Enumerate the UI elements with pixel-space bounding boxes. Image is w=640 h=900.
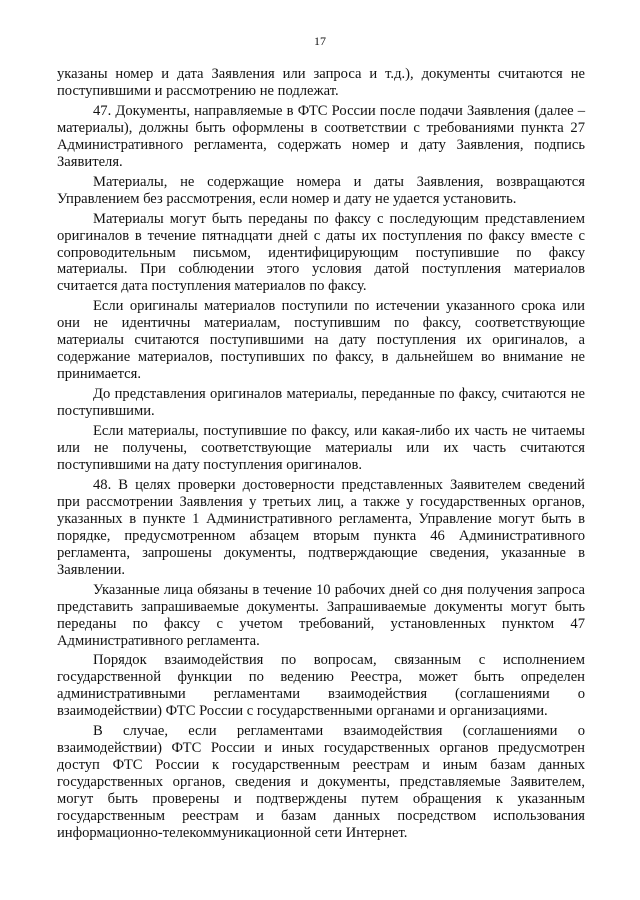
document-body — [57, 66, 585, 845]
paragraph-interaction-procedure: Порядок взаимодействия по вопросам, связанным с исполнением государственной функции по ведению Реестра, может быть определен административными регламентами взаимодействия (соглашениями о взаимодействии) ФТС России с государственными органами и организациями. — [57, 652, 585, 720]
paragraph-late-originals: Если оригиналы материалов поступили по истечении указанного срока или они не идентичны материалам, поступившим по факсу, соответствующие материалы считаются поступившими на дату поступления их оригиналов, а содержание материалов, поступивших по факсу, в дальнейшем во внимание не принимается. — [57, 298, 585, 383]
paragraph-unreadable-fax: Если материалы, поступившие по факсу, или какая-либо их часть не читаемы или не получены, соответствующие материалы или их часть считаются поступившими на дату поступления оригиналов. — [57, 423, 585, 473]
paragraph-fax-transfer: Материалы могут быть переданы по факсу с последующим представлением оригиналов в течение пятнадцати дней с даты их поступления по факсу вместе с сопроводительным письмом, идентифицирующим поступившие по факсу материалы. При соблюдении этого условия датой поступления материалов считается дата поступления материалов по факсу. — [57, 210, 585, 295]
page-number: 17 — [314, 34, 326, 48]
paragraph-return-materials: Материалы, не содержащие номера и даты Заявления, возвращаются Управлением без рассмотрения, если номер и дату не удается установить. — [57, 173, 585, 207]
paragraph-clause-48: 48. В целях проверки достоверности представленных Заявителем сведений при рассмотрении Заявления у третьих лиц, а также у государственных органов, указанных в пункте 1 Административного регламента, Управление могут быть в порядке, предусмотренном абзацем вторым пункта 46 Административного регламента, запрошены документы, подтверждающие сведения, указанные в Заявлении. — [57, 476, 585, 578]
paragraph-continuation: указаны номер и дата Заявления или запроса и т.д.), документы считаются не поступившими и рассмотрению не подлежат. — [57, 66, 585, 99]
paragraph-registry-access: В случае, если регламентами взаимодействия (соглашениями о взаимодействии) ФТС России и иных государственных органов предусмотрен доступ ФТС России к государственным реестрам и иным базам данных государственных органов, сведения и документы, представляемые Заявителем, могут быть проверены и подтверждены путем обращения к указанным государственным реестрам и базам данных посредством использования информационно-телекоммуникационной сети Интернет. — [57, 723, 585, 841]
paragraph-response-deadline: Указанные лица обязаны в течение 10 рабочих дней со дня получения запроса представить запрашиваемые документы. Запрашиваемые документы могут быть переданы по факсу с учетом требований, установленных пунктом 47 Административного регламента. — [57, 581, 585, 649]
paragraph-clause-47: 47. Документы, направляемые в ФТС России после подачи Заявления (далее – материалы), должны быть оформлены в соответствии с требованиями пункта 27 Административного регламента, содержать номер и дату Заявления, подпись Заявителя. — [57, 102, 585, 170]
paragraph-before-originals: До представления оригиналов материалы, переданные по факсу, считаются не поступившими. — [57, 386, 585, 420]
